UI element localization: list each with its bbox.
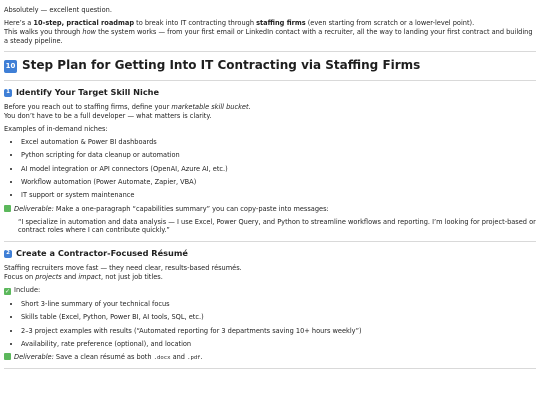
deliverable-text: and <box>170 353 188 362</box>
list-item: • Python scripting for data cleanup or automation <box>21 151 536 160</box>
list-item: • 2–3 project examples with results (“Automated reporting for 3 departments saving 10+ hours weekly”) <box>21 327 536 336</box>
step-2-heading <box>4 248 536 259</box>
capabilities-quote: “I specialize in automation and data analysis — I use Excel, Power Query, and Python to streamline workflows and reporting. I’m looking for project-based or contract roles where I can contribute quickly.” <box>18 217 536 235</box>
deliverable-text: Make a one-paragraph “capabilities summary” you can copy-paste into messages: <box>53 204 329 213</box>
step-2-intro <box>4 264 536 281</box>
resume-list <box>4 300 536 349</box>
divider <box>4 368 536 369</box>
deliverable-text: Save a clean résumé as both <box>53 353 154 362</box>
intro-paragraph <box>4 19 536 45</box>
intro-text: This walks you through <box>4 27 83 36</box>
list-item: • Workflow automation (Power Automate, Zapier, VBA) <box>21 178 536 187</box>
step-1-deliverable <box>4 205 536 214</box>
keycap-1-icon: 1 <box>4 89 12 97</box>
step-2-deliverable <box>4 353 536 362</box>
list-item: • Excel automation & Power BI dashboards <box>21 138 536 147</box>
intro-italic-how: how <box>82 27 97 36</box>
niche-list <box>4 138 536 200</box>
examples-label: Examples of in-demand niches: <box>4 124 108 133</box>
list-item: • Availability, rate preference (optional), and location <box>21 340 536 349</box>
green-square-icon <box>4 205 11 212</box>
step-2-section <box>4 248 536 362</box>
step-1-italic: marketable skill bucket <box>171 102 249 111</box>
divider <box>4 241 536 242</box>
keycap-2-icon: 2 <box>4 250 12 258</box>
step-1-text: . <box>248 102 251 111</box>
intro-bold-roadmap: 10-step, practical roadmap <box>33 19 135 28</box>
divider <box>4 80 536 81</box>
pdf-code: .pdf <box>187 355 201 362</box>
intro-text: (even starting from scratch or a lower-level point). <box>305 19 475 28</box>
list-item: • IT support or system maintenance <box>21 191 536 200</box>
opener-text: Absolutely — excellent question. <box>4 6 112 14</box>
include-label-text: Include: <box>14 285 41 294</box>
include-label <box>4 286 536 296</box>
page-title <box>4 58 536 74</box>
step-1-heading <box>4 87 536 98</box>
step-1-heading-text: Identify Your Target Skill Niche <box>16 87 160 98</box>
step-2-text: and <box>61 272 79 281</box>
list-item: • AI model integration or API connectors (OpenAI, Azure AI, etc.) <box>21 165 536 174</box>
deliverable-label: Deliverable: <box>14 204 54 213</box>
keycap-10-icon: 10 <box>4 60 17 73</box>
step-2-text: Focus on <box>4 272 36 281</box>
step-2-italic: projects <box>35 272 62 281</box>
deliverable-label: Deliverable: <box>14 353 54 362</box>
step-2-text: Staffing recruiters move fast — they need clear, results-based résumés. <box>4 264 242 272</box>
step-1-section <box>4 87 536 235</box>
step-1-text: You don’t have to be a full developer — what matters is clarity. <box>4 111 212 120</box>
list-item: • Skills table (Excel, Python, Power BI, AI tools, SQL, etc.) <box>21 313 536 322</box>
intro-bold-staffing: staffing firms <box>256 19 306 28</box>
step-2-text: , not just job titles. <box>101 272 163 281</box>
list-item: • Short 3-line summary of your technical focus <box>21 300 536 309</box>
step-1-intro <box>4 103 536 120</box>
divider <box>4 51 536 52</box>
deliverable-text: . <box>200 353 203 362</box>
step-2-italic: impact <box>78 272 102 281</box>
intro-text: Here’s a <box>4 19 34 28</box>
step-2-heading-text: Create a Contractor-Focused Résumé <box>16 248 188 259</box>
green-square-icon <box>4 353 11 360</box>
docx-code: .docx <box>153 355 171 362</box>
intro-text: the system works — from your first email or LinkedIn contact with a recruiter, all the way to landing your first contract and building a steady pipeline. <box>4 27 533 45</box>
step-1-text: Before you reach out to staffing firms, define your <box>4 102 172 111</box>
page-title-text: Step Plan for Getting Into IT Contracting via Staffing Firms <box>22 58 421 73</box>
intro-text: to break into IT contracting through <box>134 19 257 28</box>
check-mark-icon: ✓ <box>4 287 11 295</box>
